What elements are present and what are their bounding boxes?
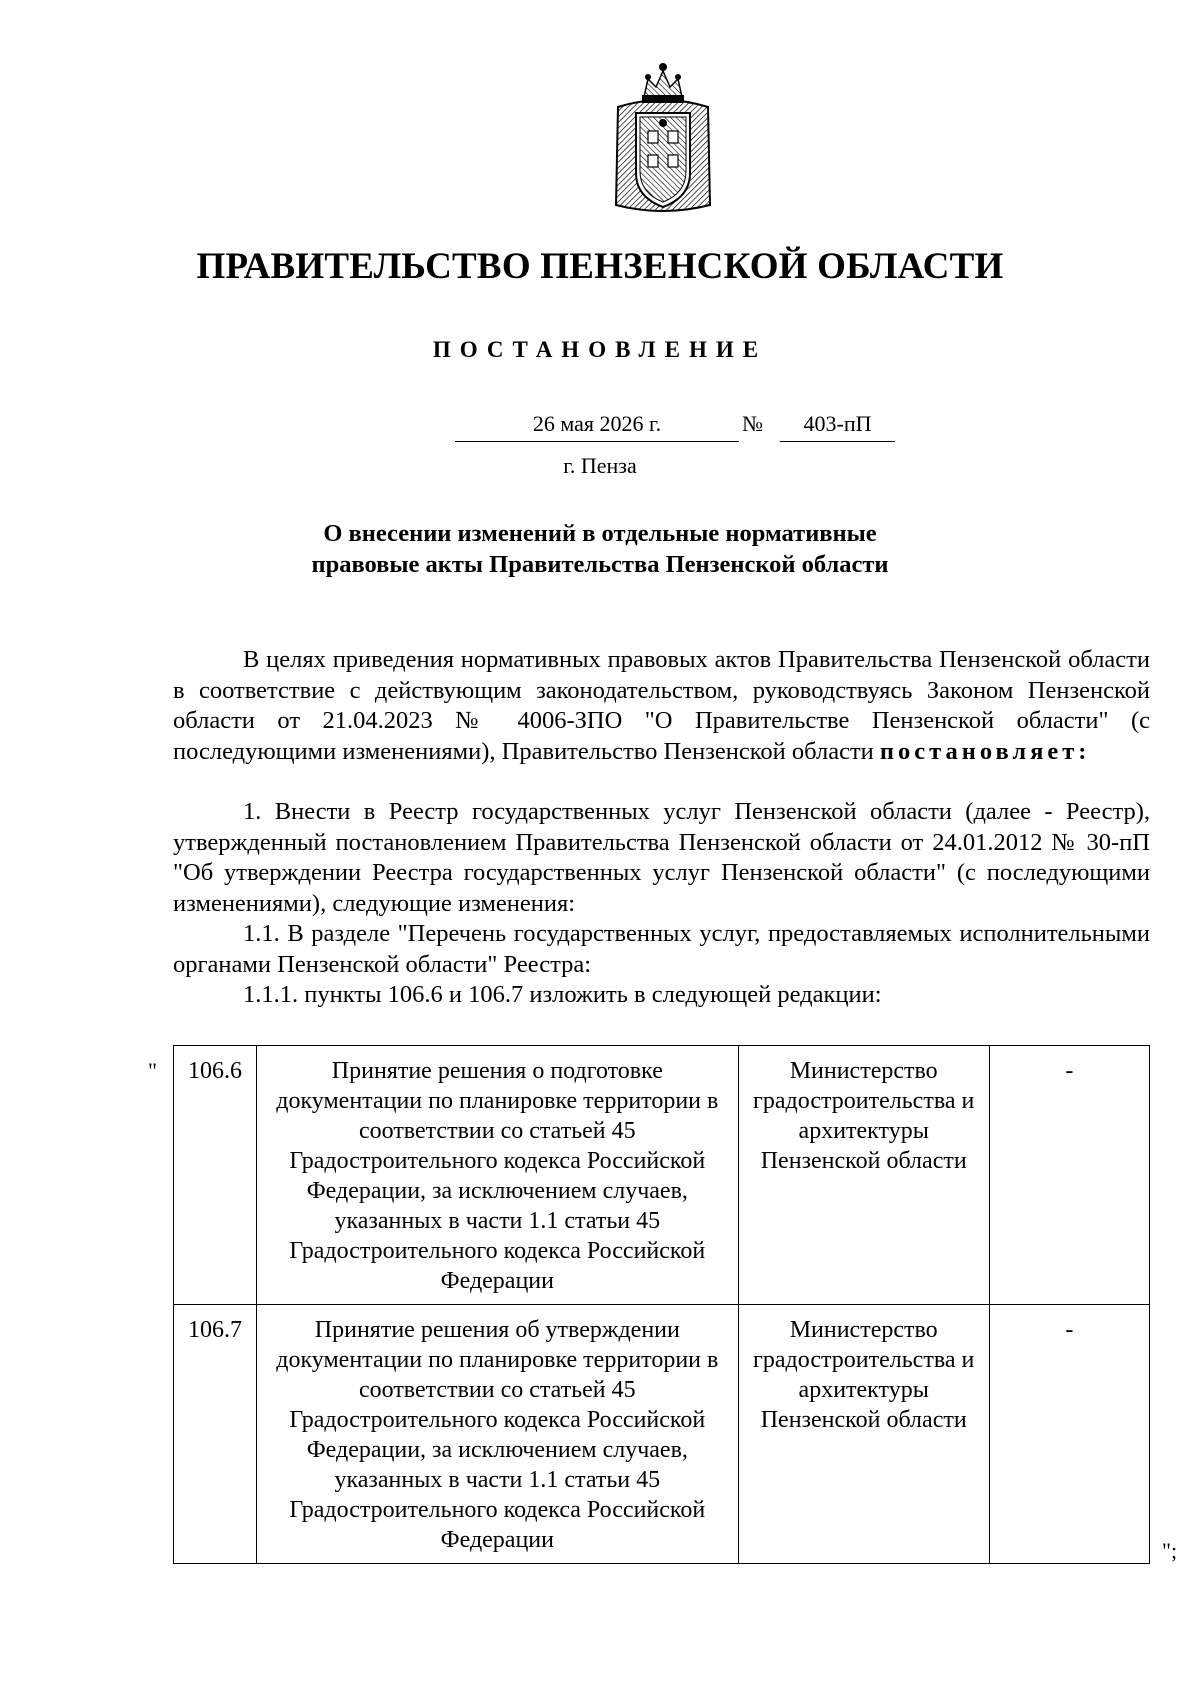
item-1-1-paragraph: 1.1. В разделе "Перечень государственных услуг, предоставляемых исполнительными органами Пензенской области" Реестра: bbox=[173, 920, 1150, 978]
table-row bbox=[174, 1305, 1150, 1564]
document-subject bbox=[300, 518, 900, 580]
subject-line-2: правовые акты Правительства Пензенской области bbox=[311, 551, 889, 578]
service-name: Принятие решения о подготовке документации по планировке территории в соответствии со статьей 45 Градостроительного кодекса Российской Федерации, за исключением случаев, указанных в части 1.1 статьи 45 Градостроительного кодекса Российской Федерации bbox=[257, 1046, 738, 1305]
document-number: 403-пП bbox=[780, 411, 895, 442]
coat-of-arms-emblem bbox=[604, 57, 722, 217]
note-cell: - bbox=[989, 1305, 1149, 1564]
organization-title: ПРАВИТЕЛЬСТВО ПЕНЗЕНСКОЙ ОБЛАСТИ bbox=[196, 246, 1004, 287]
opening-quote: " bbox=[148, 1058, 157, 1083]
responsible-authority: Министерство градостроительства и архитектуры Пензенской области bbox=[738, 1046, 989, 1305]
table-row bbox=[174, 1046, 1150, 1305]
resolves-word: постановляет: bbox=[879, 737, 1091, 765]
number-sign: № bbox=[742, 411, 763, 436]
note-cell: - bbox=[989, 1046, 1149, 1305]
row-number: 106.6 bbox=[174, 1046, 257, 1305]
preamble-paragraph bbox=[173, 645, 1150, 767]
item-1-1-1-paragraph: 1.1.1. пункты 106.6 и 106.7 изложить в следующей редакции: bbox=[243, 981, 882, 1008]
responsible-authority: Министерство градостроительства и архитектуры Пензенской области bbox=[738, 1305, 989, 1564]
document-date: 26 мая 2026 г. bbox=[455, 411, 739, 442]
closing-quote: "; bbox=[1162, 1538, 1178, 1563]
preamble-text: В целях приведения нормативных правовых актов Правительства Пензенской области в соответствие с действующим законодательством, руководствуясь Законом Пензенской области от 21.04.2023 № 4006-ЗПО "О Правительстве Пензенской области" (с последующими изменениями), Правительство Пензенской области bbox=[173, 646, 1150, 765]
registry-table bbox=[173, 1045, 1150, 1564]
row-number: 106.7 bbox=[174, 1305, 257, 1564]
subject-line-1: О внесении изменений в отдельные нормативные bbox=[323, 520, 877, 547]
city: г. Пенза bbox=[563, 453, 637, 478]
item-1-paragraph: 1. Внести в Реестр государственных услуг Пензенской области (далее - Реестр), утвержденный постановлением Правительства Пензенской области от 24.01.2012 № 30-пП "Об утверждении Реестра государственных услуг Пензенской области" (с последующими изменениями), следующие изменения: bbox=[173, 798, 1150, 917]
service-name: Принятие решения об утверждении документации по планировке территории в соответствии со статьей 45 Градостроительного кодекса Российской Федерации, за исключением случаев, указанных в части 1.1 статьи 45 Градостроительного кодекса Российской Федерации bbox=[257, 1305, 738, 1564]
document-type: ПОСТАНОВЛЕНИЕ bbox=[432, 337, 768, 362]
